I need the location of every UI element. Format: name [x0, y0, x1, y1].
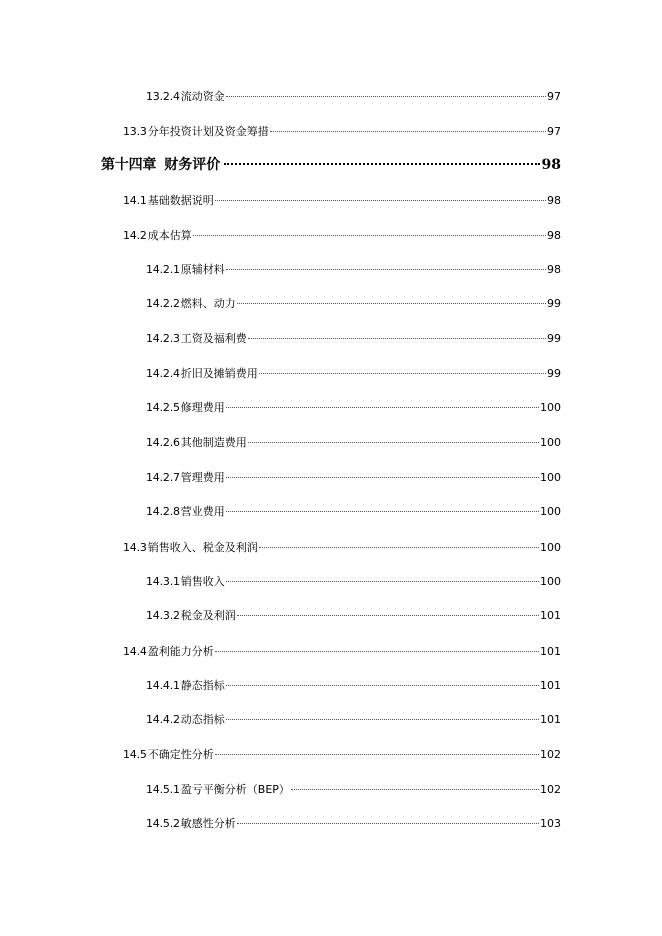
toc-entry	[146, 817, 561, 831]
toc-entry	[146, 609, 561, 623]
toc-title: 成本估算	[147, 229, 192, 242]
toc-page-number: 98	[547, 229, 561, 242]
toc-entry	[146, 90, 561, 104]
toc-title: 流动资金	[180, 90, 225, 103]
dot-leader	[259, 547, 539, 548]
chapter-number: 第十四章	[101, 157, 157, 173]
toc-entry	[123, 125, 561, 139]
toc-page-number: 100	[540, 401, 561, 414]
toc-number: 14.2.6	[146, 436, 180, 449]
toc-page-number: 101	[540, 713, 561, 726]
toc-page-number: 103	[540, 817, 561, 830]
toc-number: 14.3.2	[146, 609, 180, 622]
toc-page-number: 98	[547, 263, 561, 276]
dot-leader	[226, 96, 546, 97]
toc-title: 原辅材料	[180, 263, 225, 276]
toc-page-number: 102	[540, 783, 561, 796]
toc-entry	[146, 713, 561, 727]
dot-leader	[224, 163, 539, 165]
toc-entry	[123, 748, 561, 762]
dot-leader	[237, 303, 546, 304]
dot-leader	[248, 442, 539, 443]
toc-page-number: 101	[540, 609, 561, 622]
toc-number: 14.4.1	[146, 679, 180, 692]
toc-page-number: 100	[540, 436, 561, 449]
toc-title: 盈亏平衡分析（BEP）	[180, 783, 290, 796]
toc-number: 14.3.1	[146, 575, 180, 588]
toc-page-number: 100	[540, 575, 561, 588]
dot-leader	[226, 719, 539, 720]
dot-leader	[215, 754, 539, 755]
toc-number: 14.2.5	[146, 401, 180, 414]
toc-title: 分年投资计划及资金筹措	[147, 125, 269, 138]
toc-number: 14.2.7	[146, 471, 180, 484]
toc-entry	[146, 401, 561, 415]
toc-page-number: 101	[540, 679, 561, 692]
toc-page-number: 100	[540, 471, 561, 484]
toc-number: 14.1	[123, 194, 147, 207]
dot-leader	[215, 200, 546, 201]
dot-leader	[215, 651, 539, 652]
toc-entry	[123, 194, 561, 208]
toc-page-number: 98	[547, 194, 561, 207]
toc-entry	[146, 575, 561, 589]
toc-title: 不确定性分析	[147, 748, 214, 761]
dot-leader	[291, 789, 539, 790]
toc-entry	[146, 471, 561, 485]
toc-title: 工资及福利费	[180, 332, 247, 345]
toc-number: 14.2.4	[146, 367, 180, 380]
dot-leader	[248, 338, 546, 339]
toc-page-number: 97	[547, 125, 561, 138]
toc-number: 14.2.2	[146, 297, 180, 310]
dot-leader	[226, 269, 546, 270]
toc-number: 14.2.8	[146, 505, 180, 518]
toc-title: 销售收入	[180, 575, 225, 588]
toc-entry	[146, 332, 561, 346]
toc-number: 13.3	[123, 125, 147, 138]
toc-page-number: 98	[541, 157, 561, 173]
dot-leader	[226, 511, 539, 512]
toc-number: 14.2.3	[146, 332, 180, 345]
toc-title: 其他制造费用	[180, 436, 247, 449]
toc-page-number: 97	[547, 90, 561, 103]
toc-title: 敏感性分析	[180, 817, 236, 830]
toc-number: 14.3	[123, 541, 147, 554]
toc-chapter-entry	[101, 156, 561, 174]
toc-number: 14.5.2	[146, 817, 180, 830]
toc-entry	[123, 645, 561, 659]
toc-title: 销售收入、税金及利润	[147, 541, 258, 554]
toc-title: 修理费用	[180, 401, 225, 414]
toc-page-number: 100	[540, 505, 561, 518]
toc-entry	[123, 229, 561, 243]
toc-number: 13.2.4	[146, 90, 180, 103]
toc-page-number: 99	[547, 297, 561, 310]
toc-title: 营业费用	[180, 505, 225, 518]
toc-number: 14.2	[123, 229, 147, 242]
toc-page-number: 101	[540, 645, 561, 658]
toc-page-number: 99	[547, 367, 561, 380]
toc-entry	[146, 505, 561, 519]
toc-number: 14.5	[123, 748, 147, 761]
toc-number: 14.4.2	[146, 713, 180, 726]
toc-title: 管理费用	[180, 471, 225, 484]
toc-entry	[146, 783, 561, 797]
toc-title: 盈利能力分析	[147, 645, 214, 658]
dot-leader	[226, 407, 539, 408]
toc-number: 14.4	[123, 645, 147, 658]
dot-leader	[237, 823, 539, 824]
toc-title: 静态指标	[180, 679, 225, 692]
dot-leader	[259, 373, 546, 374]
toc-entry	[146, 436, 561, 450]
toc-title: 折旧及摊销费用	[180, 367, 258, 380]
toc-title: 燃料、动力	[180, 297, 236, 310]
toc-entry	[146, 297, 561, 311]
toc-entry	[146, 367, 561, 381]
toc-page-number: 99	[547, 332, 561, 345]
dot-leader	[226, 685, 539, 686]
dot-leader	[226, 477, 539, 478]
dot-leader	[237, 615, 539, 616]
toc-page-number: 100	[540, 541, 561, 554]
toc-number: 14.2.1	[146, 263, 180, 276]
dot-leader	[270, 131, 546, 132]
chapter-title: 财务评价	[164, 157, 221, 173]
toc-title: 税金及利润	[180, 609, 236, 622]
dot-leader	[193, 235, 546, 236]
toc-entry	[146, 263, 561, 277]
toc-entry	[123, 541, 561, 555]
toc-entry	[146, 679, 561, 693]
toc-title: 基础数据说明	[147, 194, 214, 207]
toc-page-number: 102	[540, 748, 561, 761]
toc-title: 动态指标	[180, 713, 225, 726]
toc-number: 14.5.1	[146, 783, 180, 796]
dot-leader	[226, 581, 539, 582]
